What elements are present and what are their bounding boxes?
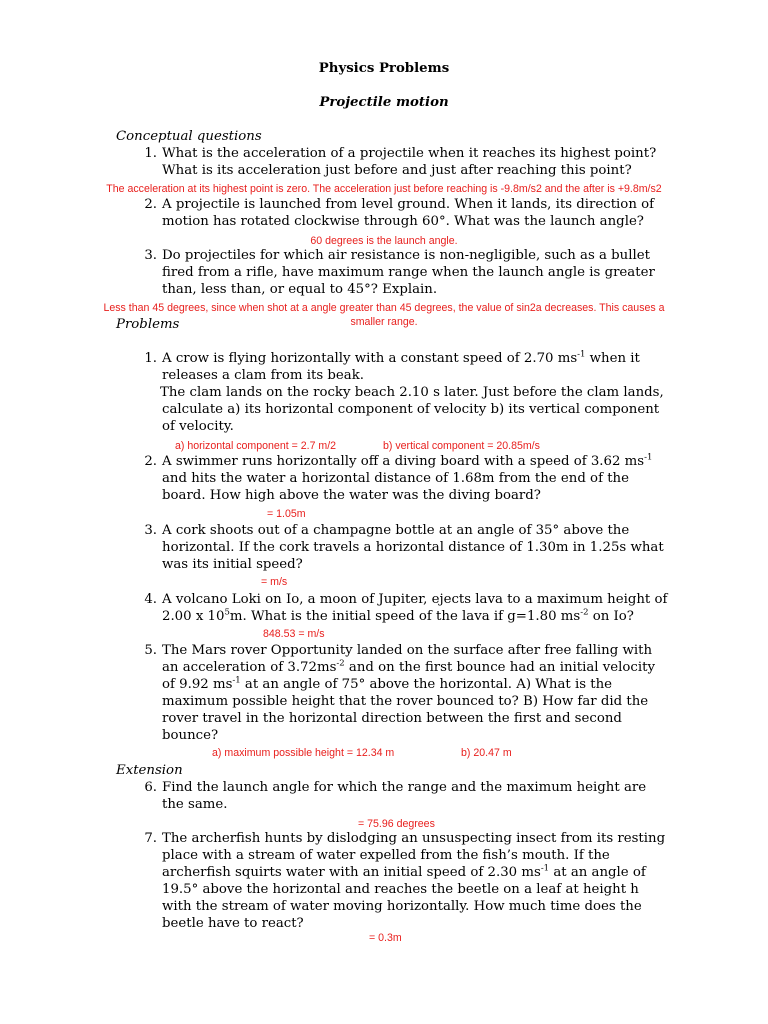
problem-text: the same. [162, 797, 228, 812]
problem-text: 19.5° above the horizontal and reaches the beetle on a leaf at height h [162, 882, 639, 897]
problem-text: and hits the water a horizontal distance of 1.68m from the end of the [162, 471, 629, 486]
answer-text: 848.53 = m/s [263, 628, 325, 640]
problem-text: 2.00 x $10^5m$. What is the initial speed of the lava if g=1.80 $ms^{-2}$ on Io? [162, 607, 634, 624]
problem-number: 1. [144, 351, 157, 366]
answer-text: Less than 45 degrees, since when shot at a angle greater than 45 degrees, the value of sin2a decreases. This causes a [103, 302, 665, 314]
problem-text: of velocity. [162, 419, 234, 434]
answer-text: = m/s [261, 576, 288, 588]
question-text: What is the acceleration of a projectile when it reaches its highest point? [162, 146, 657, 161]
section-heading-extension: Extension [116, 763, 183, 778]
problem-text: horizontal. If the cork travels a horizontal distance of 1.30m in 1.25s what [162, 540, 664, 555]
problem-text: archerfish squirts water with an initial speed of 2.30 $ms^{-1}$ at an angle of [162, 863, 646, 880]
problem-text: calculate a) its horizontal component of velocity b) its vertical component [162, 402, 660, 417]
problem-text: A crow is flying horizontally with a constant speed of 2.70 $ms^{-1}$ when it [162, 349, 640, 366]
problem-text: A swimmer runs horizontally off a diving board with a speed of 3.62 $ms^{-1}$ [162, 452, 653, 469]
answer-text: b) vertical component = 20.85m/s [383, 440, 540, 452]
problem-text: bounce? [162, 728, 219, 743]
question-number: 3. [144, 248, 157, 263]
problem-number: 4. [144, 592, 157, 607]
document-subtitle: Projectile motion [319, 95, 449, 110]
answer-text: = 0.3m [369, 932, 402, 944]
problem-text: Find the launch angle for which the range and the maximum height are [162, 780, 647, 795]
document-title: Physics Problems [318, 61, 450, 76]
answer-text: = 1.05m [267, 508, 306, 520]
section-heading-conceptual: Conceptual questions [116, 129, 262, 144]
problem-text: A cork shoots out of a champagne bottle at an angle of 35° above the [162, 523, 630, 538]
question-text: Do projectiles for which air resistance is non-negligible, such as a bullet [162, 248, 650, 263]
problem-number: 3. [144, 523, 157, 538]
question-number: 1. [144, 146, 157, 161]
problem-text: beetle have to react? [162, 916, 304, 931]
problem-text: with the stream of water moving horizontally. How much time does the [162, 899, 642, 914]
problem-text: The clam lands on the rocky beach 2.10 s later. Just before the clam lands, [160, 385, 664, 400]
problem-text: of 9.92 $ms^{-1}$ at an angle of 75° above the horizontal. A) What is the [162, 675, 613, 692]
question-number: 2. [144, 197, 157, 212]
answer-text: b) 20.47 m [461, 747, 512, 759]
question-text: A projectile is launched from level ground. When it lands, its direction of [162, 197, 655, 212]
problem-text: rover travel in the horizontal direction between the first and second [162, 711, 622, 726]
answer-text: The acceleration at its highest point is zero. The acceleration just before reaching is -9.8m/s2 and the after is +9.8m/s2 [106, 183, 662, 195]
answer-text: a) maximum possible height = 12.34 m [212, 747, 395, 759]
problem-text: releases a clam from its beak. [162, 368, 364, 383]
question-text: than, less than, or equal to 45°? Explain. [162, 282, 438, 297]
problem-text: The archerfish hunts by dislodging an unsuspecting insect from its resting [162, 831, 666, 846]
problem-text: maximum possible height that the rover bounced to? B) How far did the [162, 694, 649, 709]
problem-number: 7. [144, 831, 157, 846]
answer-text: 60 degrees is the launch angle. [310, 235, 458, 247]
answer-text: smaller range. [350, 316, 418, 328]
problem-text: The Mars rover Opportunity landed on the surface after free falling with [162, 643, 653, 658]
question-text: fired from a rifle, have maximum range when the launch angle is greater [162, 265, 655, 280]
problem-number: 6. [144, 780, 157, 795]
problem-text: board. How high above the water was the diving board? [162, 488, 541, 503]
problem-number: 5. [144, 643, 157, 658]
problem-text: A volcano Loki on Io, a moon of Jupiter, ejects lava to a maximum height of [162, 592, 668, 607]
section-heading-problems: Problems [116, 317, 180, 332]
problem-text: an acceleration of $3.72ms^{-2}$ and on the first bounce had an initial velocity [162, 658, 655, 675]
question-text: What is its acceleration just before and just after reaching this point? [162, 163, 632, 178]
problem-text: place with a stream of water expelled from the fish’s mouth. If the [162, 848, 610, 863]
answer-text: a) horizontal component = 2.7 m/2 [175, 440, 337, 452]
problem-number: 2. [144, 454, 157, 469]
answer-text: = 75.96 degrees [358, 818, 435, 830]
problem-text: was its initial speed? [162, 557, 303, 572]
question-text: motion has rotated clockwise through 60°. What was the launch angle? [162, 214, 644, 229]
